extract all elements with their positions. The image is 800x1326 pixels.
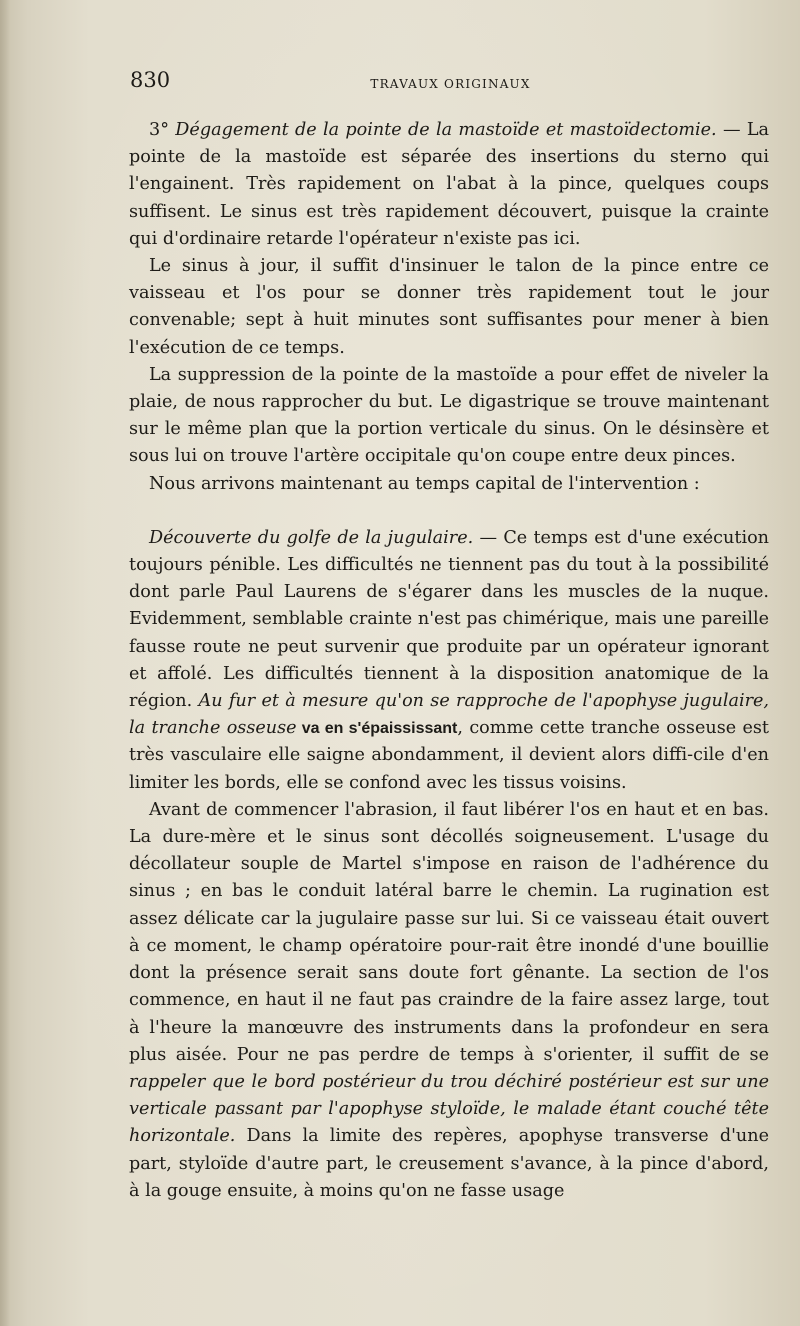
- section-number: 3°: [149, 120, 176, 140]
- paragraph-text: , comme cette tranche osseuse est très vasculaire elle saigne abondamment, il devient alors diffi-cile d'en limiter les bords, elle se confond avec les tissus voisins.: [129, 718, 769, 793]
- bold-emphasis: va en s'épaississant: [296, 720, 458, 738]
- paragraph-sinus: Le sinus à jour, il suffit d'insinuer le talon de la pince entre ce vaisseau et l'os pour se donner très rapidement tout le jour convenable; sept à huit minutes sont suffisantes pour mener à bien l'exécution de ce temps.: [129, 256, 769, 358]
- running-title: TRAVAUX ORIGINAUX: [370, 77, 531, 91]
- paragraph-suppression: La suppression de la pointe de la mastoïde a pour effet de niveler la plaie, de nous rapprocher du but. Le digastrique se trouve maintenant sur le même plan que la portion verticale du sinus. On le désinsère et sous lui on trouve l'artère occipitale qu'on coupe entre deux pinces.: [129, 364, 769, 467]
- paragraph-text: Dans la limite des repères, apophyse transverse d'une part, styloïde d'autre part, le creusement s'avance, à la pince d'abord, à la gouge ensuite, à moins qu'on ne fasse usage: [129, 1126, 769, 1201]
- body-text: [129, 117, 769, 1205]
- paragraph-text: Avant de commencer l'abrasion, il faut libérer l'os en haut et en bas. La dure-mère et le sinus sont décollés soigneusement. L'usage du décollateur souple de Martel s'impose en raison de l'adhérence du sinus ; en bas le conduit latéral barre le chemin. La rugination est assez délicate car la jugulaire passe sur lui. Si ce vaisseau était ouvert à ce moment, le champ opératoire pour-rait être inondé d'une bouillie dont la présence serait sans doute fort gênante. La section de l'os commence, en haut il ne faut pas craindre de la faire assez large, tout à l'heure la manœuvre des instruments dans la profondeur en sera plus aisée. Pour ne pas perdre de temps à s'orienter, il suffit de se: [129, 799, 769, 1065]
- italic-emphasis: rappeler que le bord postérieur du trou déchiré postérieur est sur une verticale passant par l'apophyse styloïde, le malade étant couché tête horizontale.: [129, 1071, 769, 1147]
- paragraph-text: — La pointe de la mastoïde est séparée des insertions du sterno qui l'engainent. Très rapidement on l'abat à la pince, quelques coups suffisent. Le sinus est très rapidement découvert, puisque la crainte qui d'ordinaire retarde l'opérateur n'existe pas ici.: [129, 120, 770, 249]
- page-number: 830: [130, 68, 171, 92]
- paragraph-mastoid: [129, 117, 769, 253]
- section-title-jugular: Découverte du golfe de la jugulaire.: [149, 527, 474, 548]
- paragraph-capital-step: Nous arrivons maintenant au temps capital de l'intervention :: [149, 473, 700, 494]
- paragraph-text: — Ce temps est d'une exécution toujours pénible. Les difficultés ne tiennent pas du tout à la possibilité dont parle Paul Laurens de s'égarer dans les muscles de la nuque. Evidemment, semblable crainte n'est pas chimérique, mais une pareille fausse route ne peut survenir que produite par un opérateur ignorant et affolé. Les difficultés tiennent à la disposition anatomique de la région.: [129, 527, 769, 712]
- italic-emphasis: Au fur et à mesure qu'on se rapproche de l'apophyse jugulaire, la tranche osseuse: [129, 691, 769, 739]
- paragraph-abrasion: [129, 797, 769, 1205]
- page-edge-shadow: [0, 0, 10, 1326]
- page-header: [130, 68, 765, 98]
- paragraph-jugular-gulf: [129, 525, 769, 797]
- section-title-mastoid: Dégagement de la pointe de la mastoïde et mastoïdectomie.: [175, 120, 717, 140]
